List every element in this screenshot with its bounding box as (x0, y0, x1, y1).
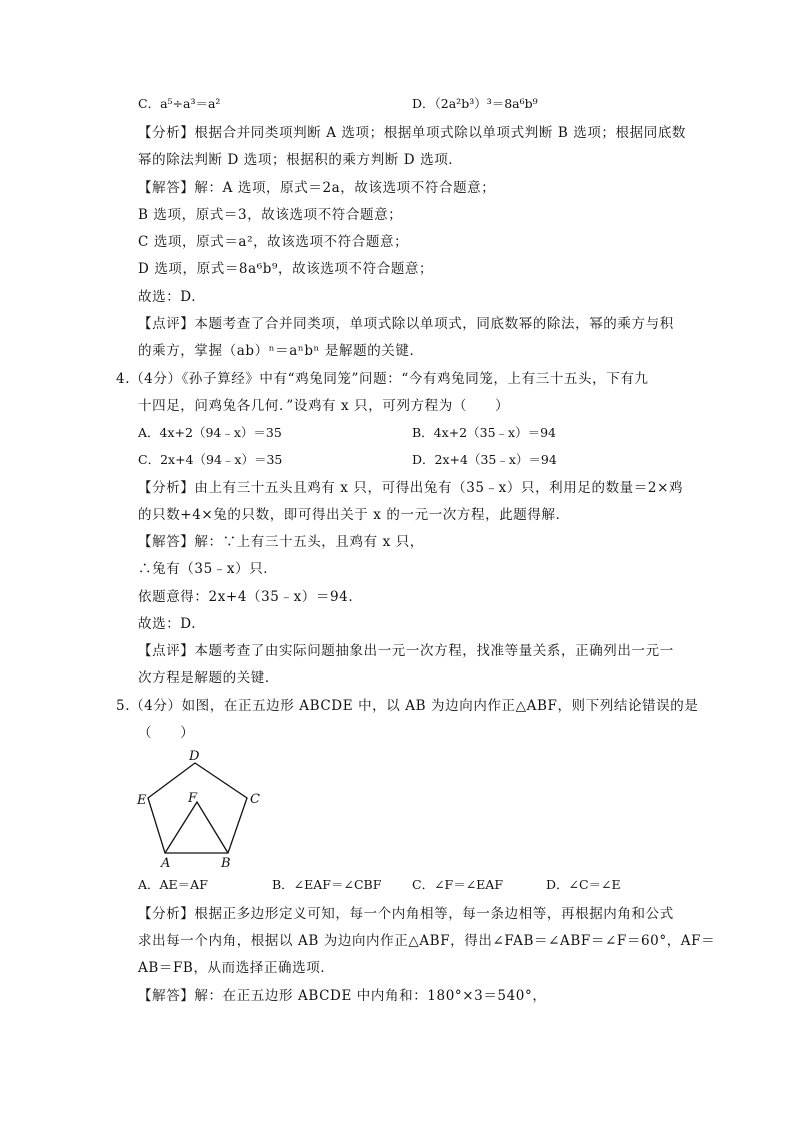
q4-stem-line-2: 十四足，问鸡兔各几何．”设鸡有 x 只，可列方程为（ ） (138, 398, 510, 414)
q5-analysis-line-1: 【分析】根据正多边形定义可知，每一个内角相等，每一条边相等，再根据内角和公式 (138, 906, 674, 922)
q4-option-d: D．2x+4（35﹣x）＝94 (412, 452, 557, 467)
q4-answer-line-2: ∴兔有（35﹣x）只． (138, 561, 278, 577)
q4-option-c: C．2x+4（94﹣x）＝35 (138, 452, 283, 467)
q3-option-d: D．（2a²b³）³＝8a⁶b⁹ (412, 96, 538, 111)
label-f: F (188, 791, 198, 806)
label-d: D (189, 749, 200, 764)
q5-option-b: B．∠EAF＝∠CBF (272, 877, 382, 892)
q4-stem-line-1: 4.（4分）《孙子算经》中有“鸡兔同笼”问题：“今有鸡兔同笼，上有三十五头，下有九 (116, 371, 649, 387)
label-a: A (161, 856, 171, 871)
q4-option-a: A．4x+2（94﹣x）＝35 (138, 425, 282, 440)
label-c: C (250, 792, 260, 807)
q5-stem-line-2: （ ） (138, 725, 195, 741)
q3-comment-line-1: 【点评】本题考查了合并同类项，单项式除以单项式，同底数幂的除法，幂的乘方与积 (138, 316, 674, 332)
q5-option-d: D．∠C＝∠E (546, 877, 621, 892)
q3-answer-line-4: D 选项，原式＝8a⁶b⁹，故该选项不符合题意； (138, 261, 434, 277)
q4-answer-line-3: 依题意得：2x+4（35﹣x）＝94． (138, 589, 363, 605)
label-e: E (137, 793, 147, 808)
q4-answer-line-1: 【解答】解：∵上有三十五头，且鸡有 x 只， (138, 534, 424, 550)
q5-analysis-line-3: AB＝FB，从而选择正确选项． (138, 960, 335, 976)
q5-analysis-line-2: 求出每一个内角，根据以 AB 为边向内作正△ABF，得出∠FAB＝∠ABF＝∠F＝60°，AF＝ (138, 933, 716, 949)
q5-stem-line-1: 5.（4分）如图，在正五边形 ABCDE 中，以 AB 为边向内作正△ABF，则下列结论错误的是 (116, 698, 699, 714)
q5-option-a: A．AE＝AF (138, 877, 208, 892)
q4-analysis-line-1: 【分析】由上有三十五头且鸡有 x 只，可得出兔有（35﹣x）只，利用足的数量＝2×鸡 (138, 480, 684, 496)
q4-option-b: B．4x+2（35﹣x）＝94 (412, 425, 556, 440)
q5-answer-line-1: 【解答】解：在正五边形 ABCDE 中内角和：180°×3＝540°， (138, 988, 547, 1004)
q5-option-c: C．∠F＝∠EAF (412, 877, 504, 892)
q3-comment-line-2: 的乘方，掌握（ab）ⁿ＝aⁿbⁿ 是解题的关键． (138, 343, 424, 359)
q3-answer-line-1: 【解答】解：A 选项，原式＝2a，故该选项不符合题意； (138, 180, 496, 196)
q4-analysis-line-2: 的只数+4×兔的只数，即可得出关于 x 的一元一次方程，此题得解． (138, 507, 570, 523)
pentagon-abcde (148, 763, 247, 853)
q4-comment-line-2: 次方程是解题的关键． (138, 670, 279, 686)
q4-answer-line-4: 故选：D. (138, 616, 197, 632)
q3-option-c: C．a⁵÷a³＝a² (138, 96, 221, 111)
q3-answer-line-3: C 选项，原式＝a²，故该选项不符合题意； (138, 234, 409, 250)
label-b: B (221, 856, 231, 871)
q3-answer-line-5: 故选：D. (138, 289, 197, 305)
triangle-abf (165, 802, 228, 853)
q3-analysis-line-2: 幂的除法判断 D 选项；根据积的乘方判断 D 选项． (138, 152, 463, 168)
q4-comment-line-1: 【点评】本题考查了由实际问题抽象出一元一次方程，找准等量关系，正确列出一元一 (138, 643, 674, 659)
pentagon-figure (130, 748, 275, 873)
q3-analysis-line-1: 【分析】根据合并同类项判断 A 选项；根据单项式除以单项式判断 B 选项；根据同底数 (138, 125, 687, 141)
q3-answer-line-2: B 选项，原式＝3，故该选项不符合题意； (138, 207, 403, 223)
